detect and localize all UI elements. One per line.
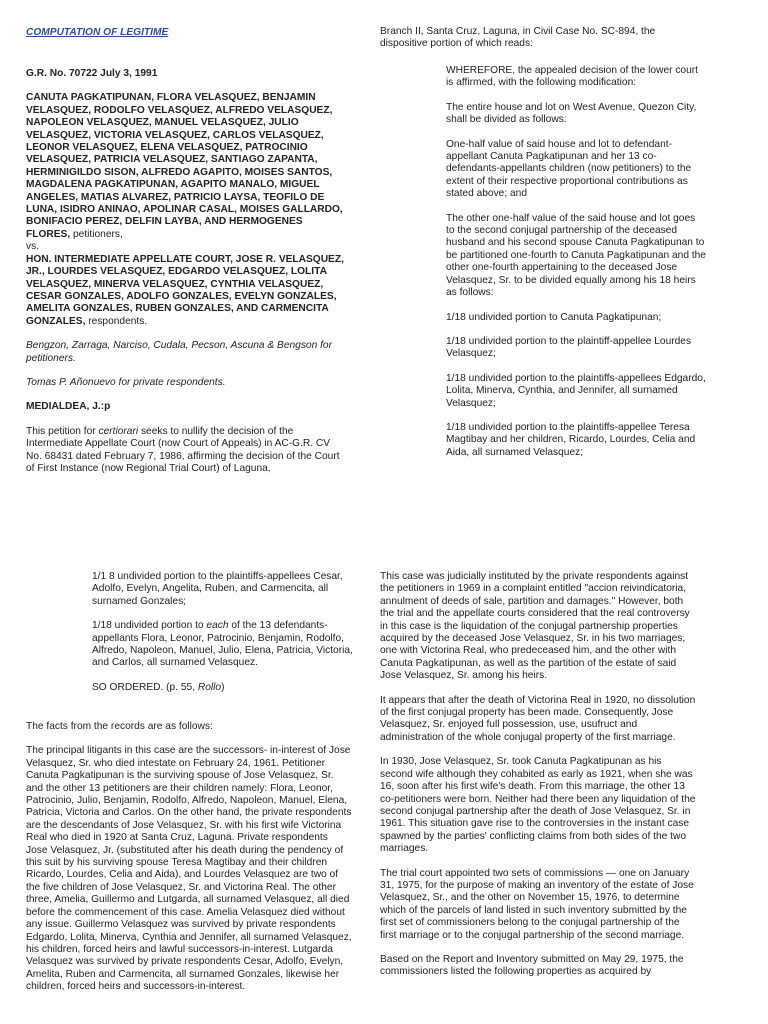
each-italic: each xyxy=(206,620,229,632)
each-text-1: 1/18 undivided portion to xyxy=(92,620,207,632)
so-ordered xyxy=(92,682,354,694)
dispositive-quote xyxy=(446,65,706,459)
quote-paragraph: The other one-half value of the said house and lot goes to the second conjugal partnership of the deceased husband and his second spouse Canuta Pagkatipunan to be partitioned one-fourth to Canuta Pagkatipunan and the other one-fourth appertaining to the deceased Jose Velasquez, Sr. to be divided equally among his 18 heirs as follows: xyxy=(446,212,706,299)
each-text-2: of the 13 defendants-appellants Flora, Leonor, Patrocinio, Benjamin, Rodolfo, Alfredo, Napoleon, Manuel, Julio, Elena, Patricia, Victoria, and Carlos, all surnamed Velasquez. xyxy=(92,620,353,669)
facts-column xyxy=(26,721,352,994)
counsel-respondents: Tomas P. Añonuevo for private respondents. xyxy=(26,376,226,388)
right-intro: Branch II, Santa Cruz, Laguna, in Civil Case No. SC-894, the dispositive portion of which reads: xyxy=(380,26,656,50)
right-column-intro xyxy=(380,26,690,51)
quote-paragraph: 1/18 undivided portion to the plaintiffs-appellees Edgardo, Lolita, Minerva, Cynthia, and Jennifer, all surnamed Velasquez; xyxy=(446,372,706,409)
body-paragraph: This case was judicially instituted by the private respondents against the petitioners in 1969 in a complaint entitled "accion reivindicatoria, annulment of deeds of sale, partition and damages." However, both the trial and the appellate courts considered that the real controversy in this case is the liquidation of the conjugal partnership properties acquired by the deceased Jose Velasquez, Sr. in his two marriages, one with Victorina Real, who predeceased him, and the other with Canuta Pagkatipunan, as well as the partition of the estate of said Jose Velasquez, Sr. among his heirs. xyxy=(380,571,690,682)
quote-paragraph xyxy=(92,620,354,670)
intro-text-1: This petition for xyxy=(26,425,99,437)
petitioners-suffix: petitioners, xyxy=(70,228,123,240)
respondents-names: HON. INTERMEDIATE APPELLATE COURT, JOSE R. VELASQUEZ, JR., LOURDES VELASQUEZ, EDGARDO VELASQUEZ, LOLITA VELASQUEZ, MINERVA VELASQUEZ, CYNTHIA VELASQUEZ, CESAR GONZALES, ADOLFO GONZALES, EVELYN GONZALES, AMELITA GONZALES, RUBEN GONZALES, AND CARMENCITA GONZALES, xyxy=(26,253,344,327)
body-paragraph: The trial court appointed two sets of commissions — one on January 31, 1975, for the purpose of making an inventory of the estate of Jose Velasquez, Sr., and the other on November 15, 1976, to determine which of the parcels of land listed in such inventory submitted by the first set of commissioners belong to the conjugal partnership of the first marriage or to the conjugal partnership of the second marriage. xyxy=(380,867,694,941)
ponente: MEDIALDEA, J.:p xyxy=(26,401,111,413)
petitioners-names: CANUTA PAGKATIPUNAN, FLORA VELASQUEZ, BENJAMIN VELASQUEZ, RODOLFO VELASQUEZ, ALFREDO VELASQUEZ, NAPOLEON VELASQUEZ, MANUEL VELASQUEZ, JULIO VELASQUEZ, VICTORIA VELASQUEZ, CARLOS VELASQUEZ, LEONOR VELASQUEZ, ELENA VELASQUEZ, PATROCINIO VELASQUEZ, PATRICIA VELASQUEZ, SANTIAGO ZAPANTA, HERMINIGILDO SISON, ALFREDO AGAPITO, MOISES SANTOS, MAGDALENA PAGKATIPUNAN, AGAPITO MANALO, MIGUEL ANGELES, MATIAS ALVAREZ, PATRICIO LAYSA, TEOFILO DE LUNA, ISIDRO ANINAO, APOLINAR CASAL, MOISES GALLARDO, BONIFACIO PEREZ, DELFIN LAYBA, AND HERMOGENES FLORES, xyxy=(26,92,343,240)
intro-text-2: seeks to nullify the decision of the Intermediate Appellate Court (now Court of Appeals) in AC-G.R. CV No. 68431 dated February 7, 1986, affirming the decision of the Court of First Instance (now Regional Trial Court) of Laguna, xyxy=(26,425,340,474)
quote-continuation xyxy=(92,571,354,694)
versus: vs. xyxy=(26,241,40,253)
quote-paragraph: 1/18 undivided portion to Canuta Pagkatipunan; xyxy=(446,311,662,323)
principal-litigants-paragraph: The principal litigants in this case are the successors- in-interest of Jose Velasquez, Sr. who died intestate on February 24, 1961. Petitioner Canuta Pagkatipunan is the surviving spouse of Jose Velasquez, Sr. and the other 13 petitioners are their children namely: Flora, Leonor, Patrocinio, Julio, Benjamin, Rodolfo, Alfredo, Napoleon, Manuel, Elena, Patricia, Victoria and Carlos. On the other hand, the private respondents are the descendants of Jose Velasquez, Sr. with his first wife Victorina Real who died in 1920 at Santa Cruz, Laguna. Private respondents Jose Velasquez, Jr. (substituted after his death during the pendency of this suit by his surviving spouse Teresa Magtibay and their children Ricardo, Lourdes, Celia and Aida), and Lourdes Velasquez are two of the five children of Jose Velasquez, Sr. and Victorina Real. The other three, Amelia, Guillermo and Lutgarda, all surnamed Velasquez, all died before the commencement of this case. Amelia Velasquez died without any issue. Guillermo Velasquez was survived by private respondents Edgardo, Lolita, Minerva, Cynthia and Jennifer, all surnamed Velasquez, his children, forced heirs and lawful successors-in-interest. Lutgarda Velasquez was survived by private respondents Cesar, Adolfo, Evelyn, Amelita, Ruben and Carmencita, all surnamed Gonzales, likewise her children, forced heirs and successors-in-interest. xyxy=(26,745,352,993)
body-paragraph: It appears that after the death of Victorina Real in 1920, no dissolution of the first conjugal property has been made. Consequently, Jose Velasquez, Sr. enjoyed full possession, use, usufruct and administration of the whole conjugal property of the first marriage. xyxy=(380,694,696,743)
quote-paragraph: 1/1 8 undivided portion to the plaintiffs-appellees Cesar, Adolfo, Evelyn, Angelita, Ruben, and Carmencita, all surnamed Gonzales; xyxy=(92,571,343,607)
respondents-block xyxy=(26,254,344,328)
quote-paragraph: 1/18 undivided portion to the plaintiffs-appellee Teresa Magtibay and her children, Ricardo, Lourdes, Celia and Aida, all surnamed Velasquez; xyxy=(446,421,696,458)
rollo-italic: Rollo xyxy=(197,681,222,693)
computation-of-legitime-link[interactable]: COMPUTATION OF LEGITIME xyxy=(26,27,169,38)
gr-number: G.R. No. 70722 July 3, 1991 xyxy=(26,68,158,79)
page-2 xyxy=(0,568,768,1024)
right-column xyxy=(380,571,696,979)
petitioners-block xyxy=(26,92,344,241)
quote-paragraph: 1/18 undivided portion to the plaintiff-appellee Lourdes Velasquez; xyxy=(446,335,692,360)
so-ordered-text: SO ORDERED. (p. 55, xyxy=(92,681,198,693)
left-column xyxy=(26,68,344,475)
quote-paragraph: The entire house and lot on West Avenue, Quezon City, shall be divided as follows: xyxy=(446,101,697,126)
so-ordered-close: ) xyxy=(221,681,225,693)
respondents-suffix: respondents. xyxy=(85,315,148,327)
intro-certiorari: certiorari xyxy=(98,425,139,437)
intro-paragraph xyxy=(26,426,344,476)
body-paragraph: Based on the Report and Inventory submitted on May 29, 1975, the commissioners listed the following properties as acquired by xyxy=(380,953,684,978)
counsel-petitioners: Bengzon, Zarraga, Narciso, Cudala, Pecson, Ascuna & Bengson for petitioners. xyxy=(26,340,332,364)
quote-paragraph: WHEREFORE, the appealed decision of the lower court is affirmed, with the following modification: xyxy=(446,65,698,89)
quote-paragraph: One-half value of said house and lot to defendant-appellant Canuta Pagkatipunan and her 13 co-defendants-appellants children (now petitioners) to the extent of their respective proportional contributions as stated above; and xyxy=(446,138,692,200)
facts-heading: The facts from the records are as follows: xyxy=(26,721,213,732)
body-paragraph: In 1930, Jose Velasquez, Sr. took Canuta Pagkatipunan as his second wife although they cohabited as early as 1921, when she was 16, soon after his first wife's death. From this marriage, the other 13 co-petitioners were born. Neither had there been any liquidation of the second conjugal partnership after the death of Jose Velasquez, Sr. in 1961. This situation gave rise to the controversies in the instant case spawned by the parties' conflicting claims from both sides of the two marriages. xyxy=(380,756,696,855)
